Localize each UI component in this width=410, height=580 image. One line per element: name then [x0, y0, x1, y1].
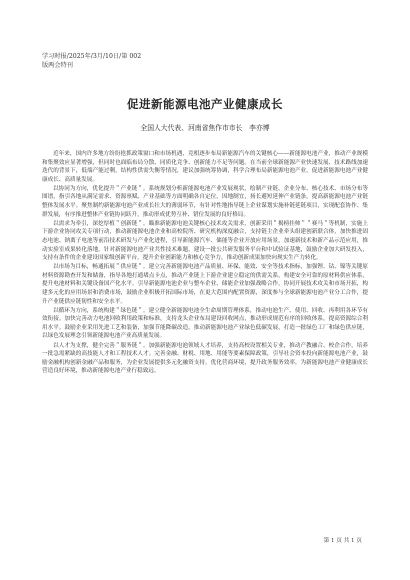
- body-paragraph: 以循环为方向，系统构建＂绿色链＂。建立健全新能源电池全生命周期管理体系，推动电池生产、使用、回收、再利用各环节有效衔接。加快完善动力电池回收利用政策和标准，支持龙头企业布局建设回收网点，推动形成规范有序的回收体系，提高资源综合利用水平。鼓励企业采用先进工艺和装备，加强节能降碳改造，推动新能源电池产业绿色低碳发展，打造一批绿色工厂和绿色供应链，以绿色发展理念引领新能源电池产业高质量发展。: [42, 307, 368, 340]
- body-paragraph: 近年来，国内许多地方纷纷抢抓政策窗口和市场机遇，竞相逐步布局新能源汽车的关键核心——新能源电池产业，推动产业规模和集聚效应显著增强，但同时也面临布局分散、同质化竞争、创新能力不足等问题。在当前全球新能源产业快速发展、技术路线加速迭代的背景下，低端产能过剩，结构性供需失衡等情况，建议加强统筹协调，科学合理布局新能源电池产业，促进新能源电池产业健康成长、高质量发展。: [42, 151, 368, 183]
- article-title: 促进新能源电池产业健康成长: [127, 97, 283, 111]
- body-paragraph: 以市场为目标，畅通拓展＂供应链＂。建立完善新能源电池产品质量、环保、能效、安全等技术指标，加强锂、钴、镍等关键原材料资源勘查开发和储备，指导各地打通堵点卡点，推动产业链上下游企业建立稳定的供需关系，构建安全可靠的原材料供应体系，提升电池材料和关键设备国产化水平。引导新能源电池企业与整车企业、储能企业加强战略合作，协同开展技术攻关和市场开拓，构建多元化的应用场景和消费市场，鼓励企业积极开拓国际市场，在更大范围内配置资源，深度参与全球新能源电池产业分工合作，提升产业链供应链韧性和安全水平。: [42, 264, 368, 305]
- page-indicator: 第 1 页 共 1 页: [323, 538, 362, 544]
- body-paragraph: 以需求为牵引，深挖厚植＂创新链＂。瞄准新能源电池关键核心技术攻关需求，创新采用＂揭榜挂帅＂＂赛马＂等机制，实施上下游企业协同攻关专项行动，推动新能源电池企业和高校院所、研究机构深度融合，支持链主企业牵头组建创新联合体，加快推进固态电池、钠离子电池等前沿技术研发与产业化进程，引导新能源汽车、储能等企业开放应用场景，加速新技术和新产品示范应用，推动实验室成果转化落地。针对新能源电池产业共性技术难题，建设一批公共研发服务平台和中试验证基地，鼓励企业加大研发投入，支持有条件的企业建设国家级创新平台，提升企业创新能力和核心竞争力，推动创新成果加快向现实生产力转化。: [42, 220, 368, 262]
- body-paragraph: 以人才为支撑，健全完善＂服务链＂。加强新能源电池领域人才培养，支持高校设置相关专业，推动产教融合、校企合作，培养一批急需紧缺的高技能人才和工程技术人才。完善金融、财税、用地、用能等要素保障政策，引导社会资本投向新能源电池产业，鼓励金融机构创新金融产品和服务，为企业发展提供多元化融资支持。优化营商环境，提升政务服务效率，为新能源电池产业健康成长营造良好环境，推动新能源电池产业行稳致远。: [42, 342, 368, 375]
- journal-date-line: 学习时报/2025年/3月/10日/第 002: [42, 53, 142, 60]
- article-byline: 全国人大代表、河南省焦作市市长 李亦博: [140, 124, 270, 132]
- section-line: 版两会特刊: [42, 62, 73, 69]
- page-footer: [0, 536, 410, 544]
- article-body: [42, 150, 368, 376]
- body-paragraph: 以协同为方向，优化提升＂产业链＂。系统规划分析新能源电池产业发展现状，绘制产业链、企业分布、核心技术、市场分布等图谱，指引各地从满足需求、资源禀赋、产业基础等方面明确各自定位，因地制宜，扬长避短延伸产业链条，提高新能源电池产业链整体发展水平。聚焦制约新能源电池产业成长壮大的薄弱环节，有针对性地指导链上企业谋划实施补链延链项目，实现配套协作、集群发展，有序推进整体产业链协同跃升，推动形成优势互补、错位发展的良好格局。: [42, 185, 368, 218]
- document-meta: [42, 52, 368, 70]
